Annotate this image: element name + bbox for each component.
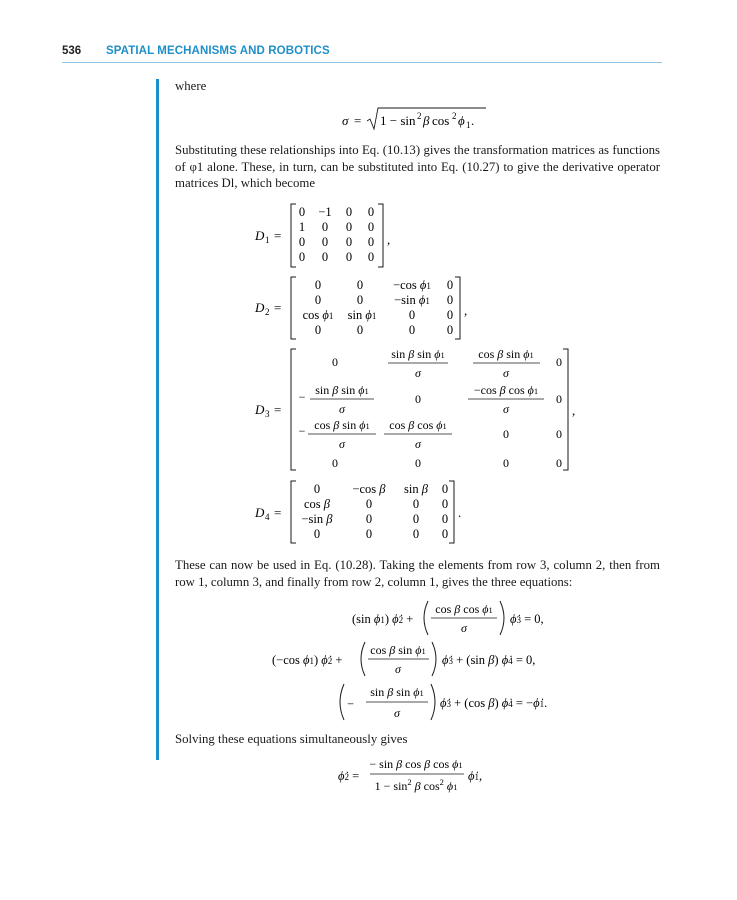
svg-text:σ: σ	[339, 402, 345, 416]
svg-text:0: 0	[446, 293, 454, 307]
svg-text:σ: σ	[503, 402, 509, 416]
svg-text:ϕ̇2 =: ϕ̇2 =	[338, 769, 360, 783]
svg-text:0: 0	[446, 308, 454, 322]
svg-text:0: 0	[314, 323, 322, 337]
paragraph-equations-intro-text: These can now be used in Eq. (10.28). Taking the elements from row 3, column 2, then from row 1, column 3, and finally from row 2, column 1, gives the three equations:	[175, 558, 660, 589]
svg-text:cos β cos ϕ1: cos β cos ϕ1	[389, 418, 447, 432]
svg-text:2: 2	[452, 111, 457, 121]
svg-text:0: 0	[446, 323, 454, 337]
equation-2	[262, 639, 562, 679]
svg-text:−1: −1	[318, 205, 332, 219]
sigma-text	[0, 0, 1, 1]
svg-text:cos β: cos β	[303, 497, 331, 511]
svg-text:0: 0	[415, 392, 421, 406]
svg-text:2: 2	[417, 111, 422, 121]
svg-text:0: 0	[415, 456, 421, 470]
svg-text:0: 0	[298, 205, 306, 219]
svg-text:0: 0	[365, 497, 373, 511]
svg-text:ϕ: ϕ	[458, 113, 465, 128]
equation-text-alternates	[0, 0, 1, 1]
svg-text:− sin β cos β cos ϕ1: − sin β cos β cos ϕ1	[369, 757, 463, 771]
svg-text:D: D	[255, 402, 265, 417]
svg-text:σ: σ	[415, 437, 421, 451]
svg-text:1: 1	[265, 235, 270, 245]
matrix-d1	[250, 200, 410, 272]
svg-text:0: 0	[345, 250, 353, 264]
svg-text:0: 0	[556, 392, 562, 406]
svg-text:0: 0	[356, 293, 364, 307]
svg-text:0: 0	[446, 278, 454, 292]
header-rule	[62, 62, 662, 63]
paragraph-solving-text: Solving these equations simultaneously gives	[175, 732, 408, 746]
svg-text:,: ,	[387, 232, 391, 247]
svg-text:0: 0	[345, 235, 353, 249]
svg-text:=: =	[274, 402, 282, 417]
svg-text:4: 4	[265, 512, 270, 522]
paragraph-solving	[175, 731, 407, 748]
svg-text:0: 0	[314, 293, 322, 307]
svg-text:.: .	[471, 113, 475, 128]
svg-text:σ: σ	[394, 706, 400, 720]
matrix-d4	[250, 477, 480, 547]
svg-text:0: 0	[332, 456, 338, 470]
svg-text:ϕ̇3 + (sin β) ϕ̇4 = 0,: ϕ̇3 + (sin β) ϕ̇4 = 0,	[442, 653, 536, 667]
svg-text:0: 0	[408, 308, 416, 322]
svg-text:D: D	[255, 505, 265, 520]
svg-text:cos β sin ϕ1: cos β sin ϕ1	[370, 643, 426, 657]
svg-text:0: 0	[503, 456, 509, 470]
svg-text:0: 0	[321, 250, 329, 264]
svg-text:cos ϕ1: cos ϕ1	[302, 308, 334, 322]
svg-text:(sin ϕ1) ϕ̇2 +: (sin ϕ1) ϕ̇2 +	[352, 612, 414, 626]
svg-text:sin β: sin β	[404, 482, 428, 496]
svg-text:1 − sin: 1 − sin	[380, 113, 416, 128]
margin-bar	[156, 79, 159, 760]
svg-text:0: 0	[556, 355, 562, 369]
svg-text:=: =	[354, 113, 362, 128]
svg-text:sin β sin ϕ1: sin β sin ϕ1	[315, 383, 369, 397]
svg-text:0: 0	[313, 482, 321, 496]
svg-text:0: 0	[556, 456, 562, 470]
svg-text:0: 0	[332, 355, 338, 369]
svg-text:σ: σ	[342, 113, 349, 128]
svg-text:cos β sin ϕ1: cos β sin ϕ1	[478, 347, 534, 361]
solution-phi2	[336, 753, 536, 795]
svg-text:=: =	[274, 300, 282, 315]
svg-text:σ: σ	[415, 366, 421, 380]
svg-text:sin β sin ϕ1: sin β sin ϕ1	[391, 347, 445, 361]
svg-text:0: 0	[441, 482, 449, 496]
svg-text:−sin ϕ1: −sin ϕ1	[394, 293, 430, 307]
svg-text:0: 0	[314, 278, 322, 292]
svg-text:σ: σ	[503, 366, 509, 380]
svg-text:3: 3	[265, 409, 270, 419]
svg-text:β: β	[423, 113, 430, 128]
svg-text:0: 0	[367, 235, 375, 249]
equation-3	[333, 681, 583, 723]
svg-text:0: 0	[412, 512, 420, 526]
svg-text:−cos β cos ϕ1: −cos β cos ϕ1	[473, 383, 539, 397]
svg-text:0: 0	[365, 512, 373, 526]
svg-text:0: 0	[367, 220, 375, 234]
svg-text:−cos ϕ1: −cos ϕ1	[393, 278, 431, 292]
svg-text:0: 0	[345, 220, 353, 234]
svg-text:0: 0	[441, 527, 449, 541]
svg-text:0: 0	[321, 220, 329, 234]
running-title: SPATIAL MECHANISMS AND ROBOTICS	[106, 45, 330, 57]
svg-text:0: 0	[556, 427, 562, 441]
svg-text:sin β sin ϕ1: sin β sin ϕ1	[370, 685, 424, 699]
svg-text:0: 0	[321, 235, 329, 249]
svg-text:−: −	[298, 390, 306, 404]
svg-text:(−cos ϕ1) ϕ̇2 +: (−cos ϕ1) ϕ̇2 +	[272, 653, 343, 667]
svg-text:D: D	[255, 228, 265, 243]
svg-text:0: 0	[298, 235, 306, 249]
svg-text:0: 0	[412, 527, 420, 541]
svg-text:ϕ̇1,: ϕ̇1,	[468, 769, 483, 783]
svg-text:,: ,	[572, 403, 576, 418]
svg-text:=: =	[274, 228, 282, 243]
svg-text:0: 0	[367, 205, 375, 219]
paragraph-substitution-text: Substituting these relationships into Eq. (10.13) gives the transformation matrices as functions of φ1 alone. These, in turn, can be substituted into Eq. (10.27) to give the derivative operator matrices Dl, which become	[175, 143, 660, 190]
matrix-d3	[250, 343, 590, 475]
where-label: where	[175, 79, 207, 93]
svg-text:ϕ̇3 = 0,: ϕ̇3 = 0,	[510, 612, 544, 626]
svg-text:1: 1	[298, 220, 306, 234]
svg-text:−: −	[347, 697, 355, 711]
svg-text:0: 0	[408, 323, 416, 337]
matrix-d2	[250, 273, 480, 343]
svg-text:1 − sin2 β cos2 ϕ1: $1 - \sin^2 \beta$ $\cos^2 \phi 1$	[374, 777, 458, 793]
equation-1	[340, 598, 570, 638]
page-number: 536	[62, 45, 82, 57]
svg-text:.: .	[458, 505, 462, 520]
svg-text:0: 0	[345, 205, 353, 219]
paragraph-equations-intro	[175, 557, 660, 590]
svg-text:0: 0	[298, 250, 306, 264]
svg-text:−cos β: −cos β	[352, 482, 386, 496]
svg-text:2: 2	[265, 307, 270, 317]
svg-text:cos β cos ϕ1: cos β cos ϕ1	[435, 602, 493, 616]
svg-text:0: 0	[356, 323, 364, 337]
svg-text:0: 0	[367, 250, 375, 264]
svg-text:−: −	[298, 424, 306, 438]
svg-text:ϕ̇3 + (cos β) ϕ̇4 = −ϕ̇1.: ϕ̇3 + (cos β) ϕ̇4 = −ϕ̇1.	[440, 696, 548, 710]
svg-text:sin ϕ1: sin ϕ1	[347, 308, 377, 322]
svg-text:0: 0	[412, 497, 420, 511]
sigma-definition	[340, 104, 490, 134]
svg-text:σ: σ	[461, 621, 467, 635]
svg-text:σ: σ	[339, 437, 345, 451]
svg-text:1: 1	[466, 120, 471, 130]
svg-text:D: D	[255, 300, 265, 315]
svg-text:−sin β: −sin β	[301, 512, 333, 526]
svg-text:cos β sin ϕ1: cos β sin ϕ1	[314, 418, 370, 432]
svg-text:0: 0	[365, 527, 373, 541]
svg-text:0: 0	[503, 427, 509, 441]
svg-text:0: 0	[441, 497, 449, 511]
svg-text:σ: σ	[395, 662, 401, 676]
svg-text:,: ,	[464, 303, 468, 318]
paragraph-substitution	[175, 142, 660, 192]
svg-text:0: 0	[313, 527, 321, 541]
svg-text:0: 0	[441, 512, 449, 526]
svg-text:0: 0	[356, 278, 364, 292]
svg-text:cos: cos	[432, 113, 450, 128]
svg-text:=: =	[274, 505, 282, 520]
